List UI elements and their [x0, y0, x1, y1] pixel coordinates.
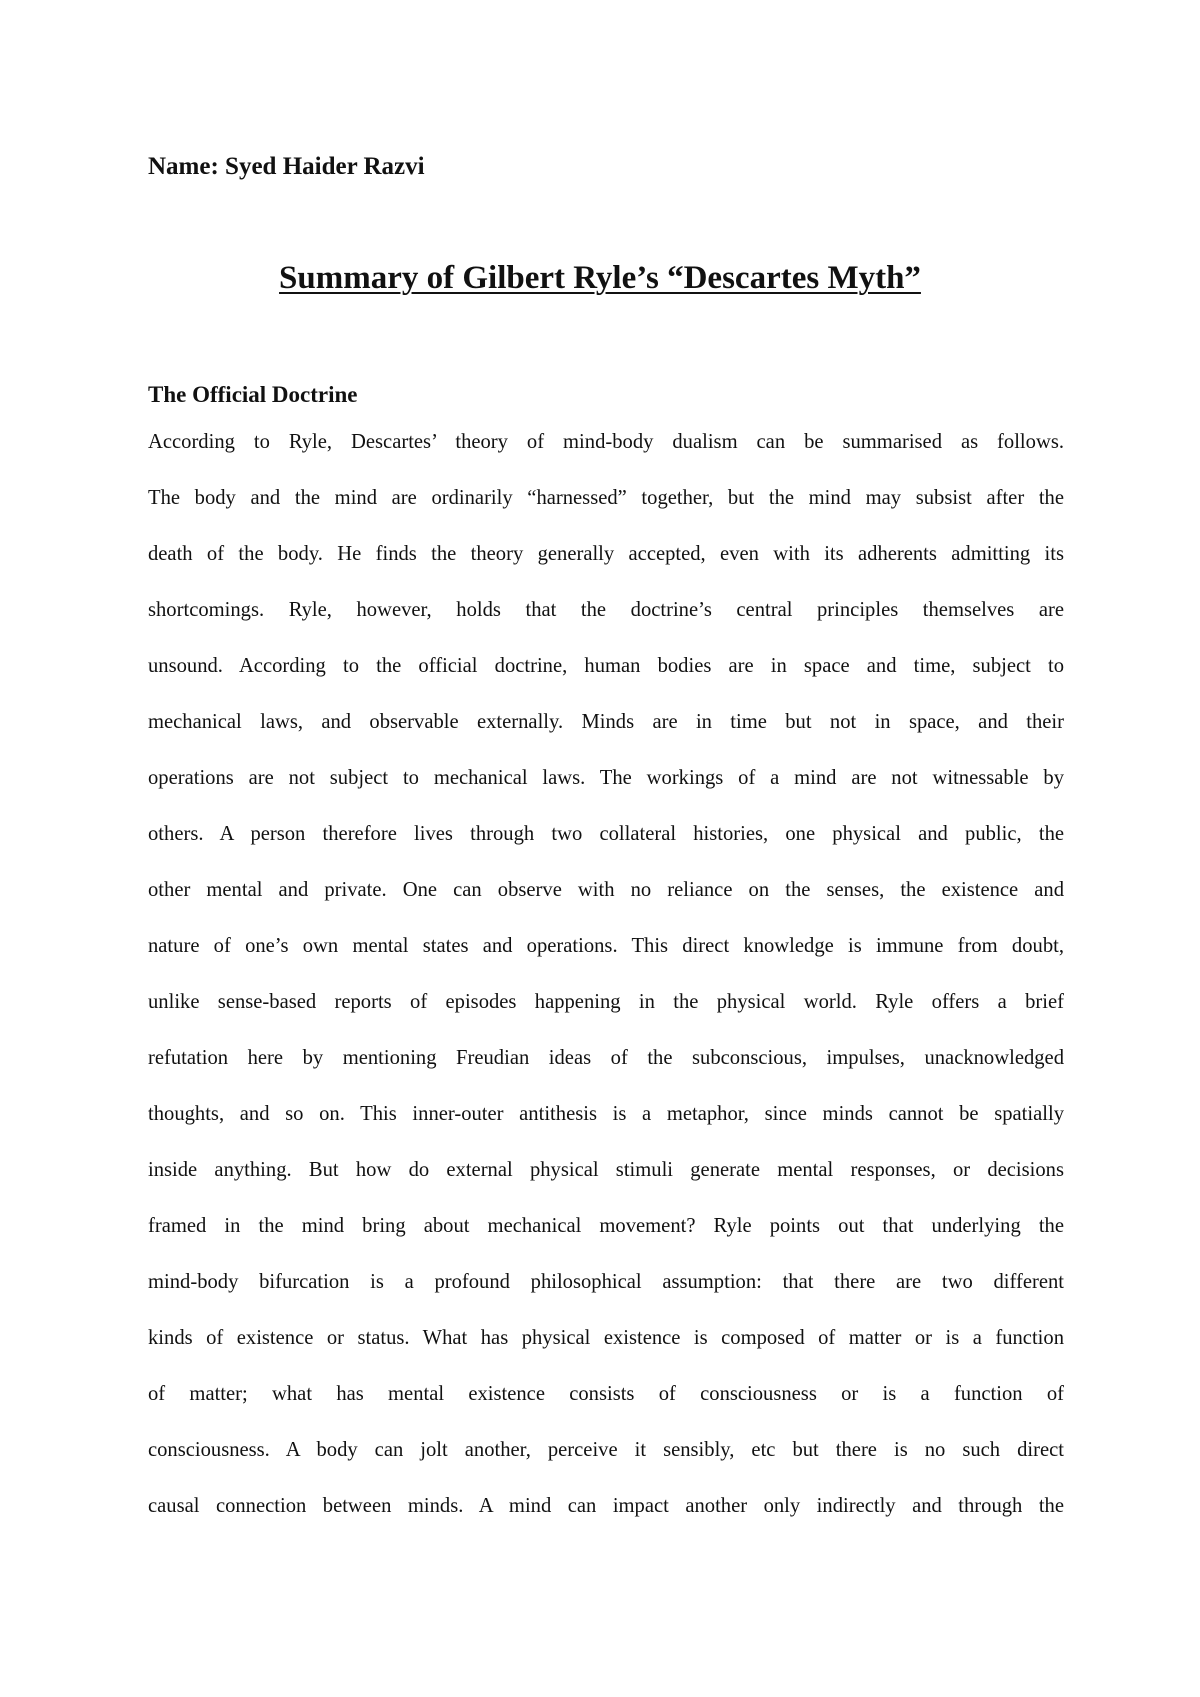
paragraph-line: inside anything. But how do external physical stimuli generate mental responses, or decisions	[148, 1159, 1064, 1181]
paragraph-line: thoughts, and so on. This inner-outer antithesis is a metaphor, since minds cannot be spatially	[148, 1103, 1064, 1125]
paragraph-line: causal connection between minds. A mind can impact another only indirectly and through the	[148, 1495, 1064, 1517]
paragraph-line: death of the body. He finds the theory generally accepted, even with its adherents admitting its	[148, 543, 1064, 565]
body-paragraph	[148, 425, 1064, 1545]
paragraph-line: refutation here by mentioning Freudian ideas of the subconscious, impulses, unacknowledged	[148, 1047, 1064, 1069]
paragraph-line: According to Ryle, Descartes’ theory of mind-body dualism can be summarised as follows.	[148, 431, 1064, 453]
paragraph-line: others. A person therefore lives through two collateral histories, one physical and public, the	[148, 823, 1064, 845]
paragraph-line: operations are not subject to mechanical laws. The workings of a mind are not witnessable by	[148, 767, 1064, 789]
paragraph-line: kinds of existence or status. What has physical existence is composed of matter or is a function	[148, 1327, 1064, 1349]
paragraph-line: mechanical laws, and observable externally. Minds are in time but not in space, and their	[148, 711, 1064, 733]
paragraph-line: mind-body bifurcation is a profound philosophical assumption: that there are two different	[148, 1271, 1064, 1293]
paragraph-line: framed in the mind bring about mechanical movement? Ryle points out that underlying the	[148, 1215, 1064, 1237]
document-title	[0, 258, 1200, 298]
paragraph-line: consciousness. A body can jolt another, perceive it sensibly, etc but there is no such direct	[148, 1439, 1064, 1461]
paragraph-line: nature of one’s own mental states and operations. This direct knowledge is immune from doubt,	[148, 935, 1064, 957]
author-name-line: Name: Syed Haider Razvi	[148, 153, 425, 180]
paragraph-line: unsound. According to the official doctrine, human bodies are in space and time, subject to	[148, 655, 1064, 677]
paragraph-line: unlike sense-based reports of episodes happening in the physical world. Ryle offers a brief	[148, 991, 1064, 1013]
paragraph-line: shortcomings. Ryle, however, holds that the doctrine’s central principles themselves are	[148, 599, 1064, 621]
paragraph-line: other mental and private. One can observe with no reliance on the senses, the existence and	[148, 879, 1064, 901]
paragraph-line: The body and the mind are ordinarily “harnessed” together, but the mind may subsist after the	[148, 487, 1064, 509]
document-title-text: Summary of Gilbert Ryle’s “Descartes Myth”	[279, 260, 921, 296]
paragraph-line: of matter; what has mental existence consists of consciousness or is a function of	[148, 1383, 1064, 1405]
section-heading: The Official Doctrine	[148, 382, 358, 407]
